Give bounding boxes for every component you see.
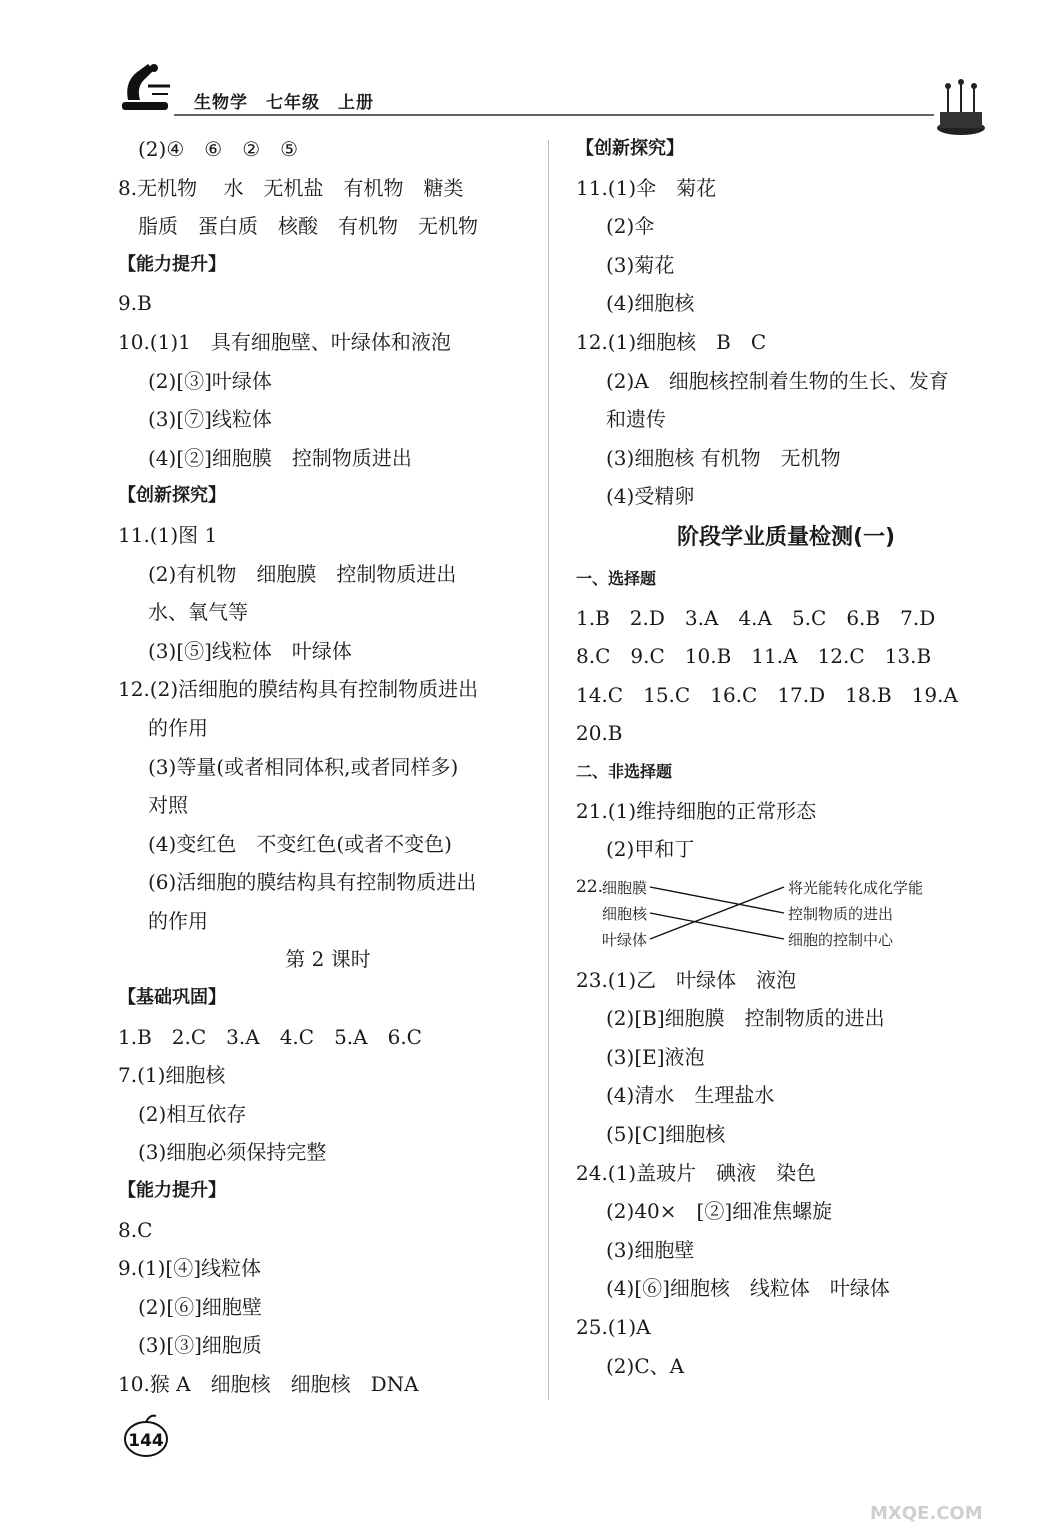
match-left-item: 叶绿体 [602, 930, 648, 949]
answer-line: (3)细胞必须保持完整 [138, 1140, 327, 1165]
answer-line: (4)细胞核 [606, 291, 695, 316]
answer-line: (2)A 细胞核控制着生物的生长、发育 [606, 368, 949, 393]
match-line [650, 887, 784, 913]
header-rule [174, 114, 934, 116]
section-heading: 【创新探究】 [576, 138, 684, 159]
answer-line: 脂质 蛋白质 核酸 有机物 无机物 [138, 214, 478, 239]
answer-line: 1.B 2.D 3.A 4.A 5.C 6.B 7.D [576, 605, 936, 630]
answer-line: 的作用 [148, 908, 208, 933]
answer-line: (5)[C]细胞核 [606, 1122, 726, 1147]
answer-line: 21.(1)维持细胞的正常形态 [576, 798, 817, 823]
answer-line: (2)甲和丁 [606, 837, 695, 862]
match-left-item: 细胞膜 [602, 878, 648, 897]
answer-line: (3)细胞壁 [606, 1237, 695, 1262]
answer-line: 12.(1)细胞核 B C [576, 329, 767, 354]
answer-line: 对照 [148, 793, 188, 818]
section-heading: 【创新探究】 [118, 485, 226, 507]
right-column [576, 130, 996, 1385]
lab-flask-icon [936, 76, 986, 136]
answer-line: (2)④ ⑥ ② ⑤ [138, 137, 299, 161]
watermark-text: MXQE.COM [870, 1503, 983, 1524]
answer-line: 10.(1)1 具有细胞壁、叶绿体和液泡 [118, 329, 451, 354]
answer-line: 11.(1)图 1 [118, 522, 218, 547]
match-left-item: 细胞核 [602, 904, 648, 923]
answer-line: (2)40× [②]细准焦螺旋 [606, 1199, 833, 1224]
match-lines [576, 869, 996, 961]
column-divider [548, 140, 549, 1400]
section-heading: 【基础巩固】 [118, 987, 226, 1009]
match-right-item: 控制物质的进出 [788, 904, 894, 923]
answer-line: (2)相互依存 [138, 1101, 247, 1126]
answer-line: (4)[⑥]细胞核 线粒体 叶绿体 [606, 1276, 890, 1301]
page-number-badge [122, 1412, 170, 1458]
answer-line: 11.(1)伞 菊花 [576, 175, 717, 200]
answer-line: (3)等量(或者相同体积,或者同样多) [148, 754, 459, 779]
answer-line: 12.(2)活细胞的膜结构具有控制物质进出 [118, 677, 479, 702]
answer-line: 8.C 9.C 10.B 11.A 12.C 13.B [576, 644, 932, 669]
matching-diagram [576, 869, 996, 961]
answer-line: (4)受精卵 [606, 484, 695, 509]
answer-line: (3)[③]细胞质 [138, 1333, 262, 1358]
match-right-item: 细胞的控制中心 [788, 930, 894, 949]
answer-line: (2)[③]叶绿体 [148, 368, 272, 393]
answer-line: 和遗传 [606, 407, 666, 432]
answer-line: 10.猴 A 细胞核 细胞核 DNA [118, 1372, 419, 1396]
answer-line: 8.无机物 水 无机盐 有机物 糖类 [118, 175, 464, 200]
answer-line: 7.(1)细胞核 [118, 1063, 226, 1088]
answer-line: (4)[②]细胞膜 控制物质进出 [148, 445, 412, 470]
answer-line: 24.(1)盖玻片 碘液 染色 [576, 1160, 817, 1185]
answer-line: (3)[⑤]线粒体 叶绿体 [148, 638, 352, 663]
answer-line: (2)[⑥]细胞壁 [138, 1294, 262, 1319]
section-heading: 二、非选择题 [576, 761, 673, 781]
answer-line: (3)[E]液泡 [606, 1044, 705, 1069]
answer-line: 23.(1)乙 叶绿体 液泡 [576, 967, 797, 992]
answer-line: (4)清水 生理盐水 [606, 1083, 775, 1108]
answer-line: (3)细胞核 有机物 无机物 [606, 445, 841, 470]
answer-line: 8.C [118, 1217, 153, 1242]
header-title: 生物学 七年级 上册 [194, 93, 374, 113]
answer-line: (6)活细胞的膜结构具有控制物质进出 [148, 870, 477, 895]
answer-line: 水、氧气等 [148, 600, 248, 625]
answer-line: 1.B 2.C 3.A 4.C 5.A 6.C [118, 1024, 422, 1049]
answer-line: 25.(1)A [576, 1315, 651, 1340]
section-heading: 一、选择题 [576, 568, 657, 588]
answer-line: 第 2 课时 [285, 947, 371, 972]
right-top-block [576, 130, 996, 869]
section-heading: 【能力提升】 [118, 253, 226, 275]
section-heading: 【能力提升】 [118, 1180, 226, 1202]
answer-line: (4)变红色 不变红色(或者不变色) [148, 831, 452, 856]
answer-line: 9.(1)[④]线粒体 [118, 1256, 262, 1281]
answer-line: 14.C 15.C 16.C 17.D 18.B 19.A [576, 682, 958, 707]
section-heading: 阶段学业质量检测(一) [676, 524, 896, 550]
answer-line: (2)有机物 细胞膜 控制物质进出 [148, 561, 457, 586]
right-bottom-block [576, 961, 996, 1386]
answer-line: (2)伞 [606, 214, 655, 239]
page-number: 144 [128, 1431, 164, 1451]
answer-line: (3)菊花 [606, 252, 675, 277]
answer-line: 9.B [118, 291, 152, 316]
match-line [650, 887, 784, 939]
match-right-item: 将光能转化成化学能 [788, 878, 924, 897]
answer-line: 的作用 [148, 715, 208, 740]
watermark-logo [870, 1455, 1040, 1530]
left-column [118, 130, 538, 1404]
match-number: 22. [576, 876, 604, 897]
answer-line: (3)[⑦]线粒体 [148, 407, 272, 432]
microscope-icon [118, 60, 178, 112]
answer-line: (2)C、A [606, 1353, 685, 1378]
answer-line: 20.B [576, 721, 623, 746]
match-line [650, 913, 784, 939]
answer-line: (2)[B]细胞膜 控制物质的进出 [606, 1006, 885, 1031]
